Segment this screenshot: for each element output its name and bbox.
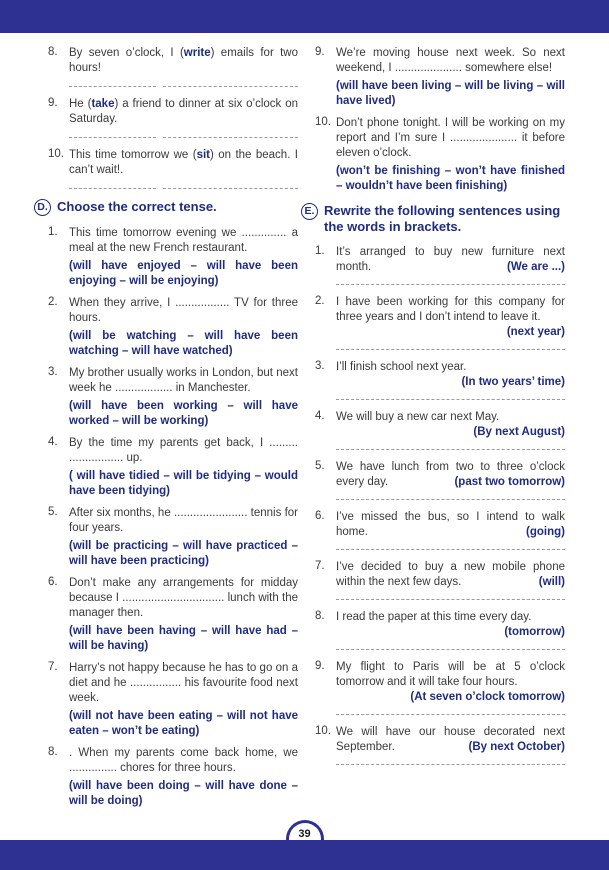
item-number: 1. [48,226,58,238]
answer-line [336,648,565,650]
item-options: (will be watching – will have been watching – will have watched) [69,330,298,357]
section-e-letter-badge: E. [301,203,318,220]
item-number: 2. [315,295,325,307]
page-number: 39 [298,828,311,840]
right-column [304,46,565,816]
item-options: (will not have been eating – will not have eaten – won’t be eating) [69,710,298,737]
item-number: 9. [315,660,325,672]
item-number: 8. [48,46,58,58]
exercise-item [315,410,565,450]
item-options: (will have been doing – will have done – will be doing) [69,780,298,807]
answer-line [336,713,565,715]
bracket-hint: (going) [526,526,565,538]
item-sentence: We will have our house decorated next September. (By next October) [336,726,565,753]
section-d-header [34,199,298,216]
exercise-item [48,296,298,359]
answer-line [336,498,565,500]
answer-line [336,598,565,600]
answer-line [336,448,565,450]
item-sentence: We will buy a new car next May. (By next August) [336,411,565,438]
item-number: 10. [315,725,331,737]
answer-line [336,548,565,550]
bottom-border-band [0,840,609,870]
verb-prompt: write [183,47,211,59]
item-sentence: He (take) a friend to dinner at six o’clock on Saturday. [69,98,298,125]
item-number: 6. [48,576,58,588]
item-sentence: I’ve decided to buy a new mobile phone within the next few days. (will) [336,561,565,588]
exercise-item [315,610,565,650]
item-number: 3. [48,366,58,378]
exercise-item [48,226,298,289]
item-options: (will have been living – will be living – will have lived) [336,80,565,107]
item-options: (will have been working – will have worked – will be working) [69,400,298,427]
exercise-item [315,360,565,400]
item-number: 1. [315,245,325,257]
item-sentence: My flight to Paris will be at 5 o’clock tomorrow and it will take four hours. (At seven o’clock tomorrow) [336,661,565,703]
item-options: (will have been having – will have had – will be having) [69,625,298,652]
bracket-hint: (By next October) [468,741,565,753]
item-options: (won’t be finishing – won’t have finished – wouldn’t have been finishing) [336,165,565,192]
item-number: 5. [315,460,325,472]
item-number: 9. [48,97,58,109]
item-number: 4. [315,410,325,422]
top-border-band [0,0,609,33]
exercise-item [315,725,565,765]
item-sentence: It’s arranged to buy new furniture next month. (We are ...) [336,246,565,273]
section-e-header [301,203,565,235]
item-sentence: After six months, he ....................... tennis for four years. [69,507,298,534]
exercise-item [48,661,298,739]
exercise-item [315,660,565,715]
item-number: 6. [315,510,325,522]
verb-prompt: sit [196,149,210,161]
bracket-hint: (past two tomorrow) [454,476,565,488]
item-number: 5. [48,506,58,518]
answer-line [336,763,565,765]
exercise-item [315,46,565,109]
item-number: 7. [315,560,325,572]
item-options: (will have enjoyed – will have been enjoying – will be enjoying) [69,260,298,287]
exercise-item [48,436,298,499]
item-number: 8. [315,610,325,622]
left-column [37,46,298,816]
exercise-item [48,576,298,654]
verb-prompt: take [91,98,115,110]
answer-line [69,187,298,189]
item-number: 4. [48,436,58,448]
section-e-title: Rewrite the following sentences using the words in brackets. [324,203,561,234]
item-sentence: I’ll finish school next year. (In two years’ time) [336,361,565,388]
bracket-hint: (By next August) [473,426,565,438]
bracket-hint: (tomorrow) [504,626,565,638]
bracket-hint: (We are ...) [507,261,565,273]
item-sentence: I read the paper at this time every day. (tomorrow) [336,611,565,638]
answer-line [336,398,565,400]
page-number-badge [286,820,324,840]
exercise-item [315,245,565,285]
item-sentence: By the time my parents get back, I ......... ................. up. [69,437,298,464]
exercise-item [315,295,565,350]
item-sentence: Don’t make any arrangements for midday because I ................................ lunch with the manager then. [69,577,298,619]
bracket-hint: (In two years’ time) [461,376,565,388]
bracket-hint: (will) [538,576,565,588]
bracket-hint: (At seven o’clock tomorrow) [410,691,565,703]
answer-line [336,283,565,285]
item-number: 10. [315,116,331,128]
section-d-title: Choose the correct tense. [57,199,217,214]
item-sentence: I have been working for this company for three years and I don’t intend to leave it. (next year) [336,296,565,338]
answer-line [69,85,298,87]
item-number: 9. [315,46,325,58]
answer-line [336,348,565,350]
item-sentence: My brother usually works in London, but next week he .................. in Manchester. [69,367,298,394]
item-sentence: Harry’s not happy because he has to go on a diet and he ................ his favourite food next week. [69,662,298,704]
item-number: 7. [48,661,58,673]
item-number: 10. [48,148,64,160]
item-options: ( will have tidied – will be tidying – would have been tidying) [69,470,298,497]
exercise-item [48,97,298,138]
item-sentence: By seven o’clock, I (write) emails for two hours! [69,47,298,74]
exercise-item [48,506,298,569]
item-options: (will be practicing – will have practiced – will have been practicing) [69,540,298,567]
item-number: 3. [315,360,325,372]
item-sentence: We have lunch from two to three o’clock every day. (past two tomorrow) [336,461,565,488]
item-sentence: This time tomorrow we (sit) on the beach. I can’t wait!. [69,149,298,176]
exercise-item [48,746,298,809]
item-number: 2. [48,296,58,308]
item-sentence: We’re moving house next week. So next weekend, I ..................... somewhere else! [336,47,565,74]
item-number: 8. [48,746,58,758]
item-sentence: . When my parents come back home, we ............... chores for three hours. [69,747,298,774]
bracket-hint: (next year) [506,326,565,338]
exercise-item [315,510,565,550]
exercise-item [48,46,298,87]
section-d-letter-badge: D. [34,199,51,216]
item-sentence: I’ve missed the bus, so I intend to walk home. (going) [336,511,565,538]
answer-line [69,136,298,138]
exercise-item [48,148,298,189]
exercise-item [48,366,298,429]
exercise-item [315,460,565,500]
item-sentence: When they arrive, I ................. TV for three hours. [69,297,298,324]
item-sentence: This time tomorrow evening we .............. a meal at the new French restaurant. [69,227,298,254]
exercise-item [315,116,565,194]
item-sentence: Don’t phone tonight. I will be working on my report and I’m sure I ..................... it before eleven o’clock. [336,117,565,159]
exercise-item [315,560,565,600]
